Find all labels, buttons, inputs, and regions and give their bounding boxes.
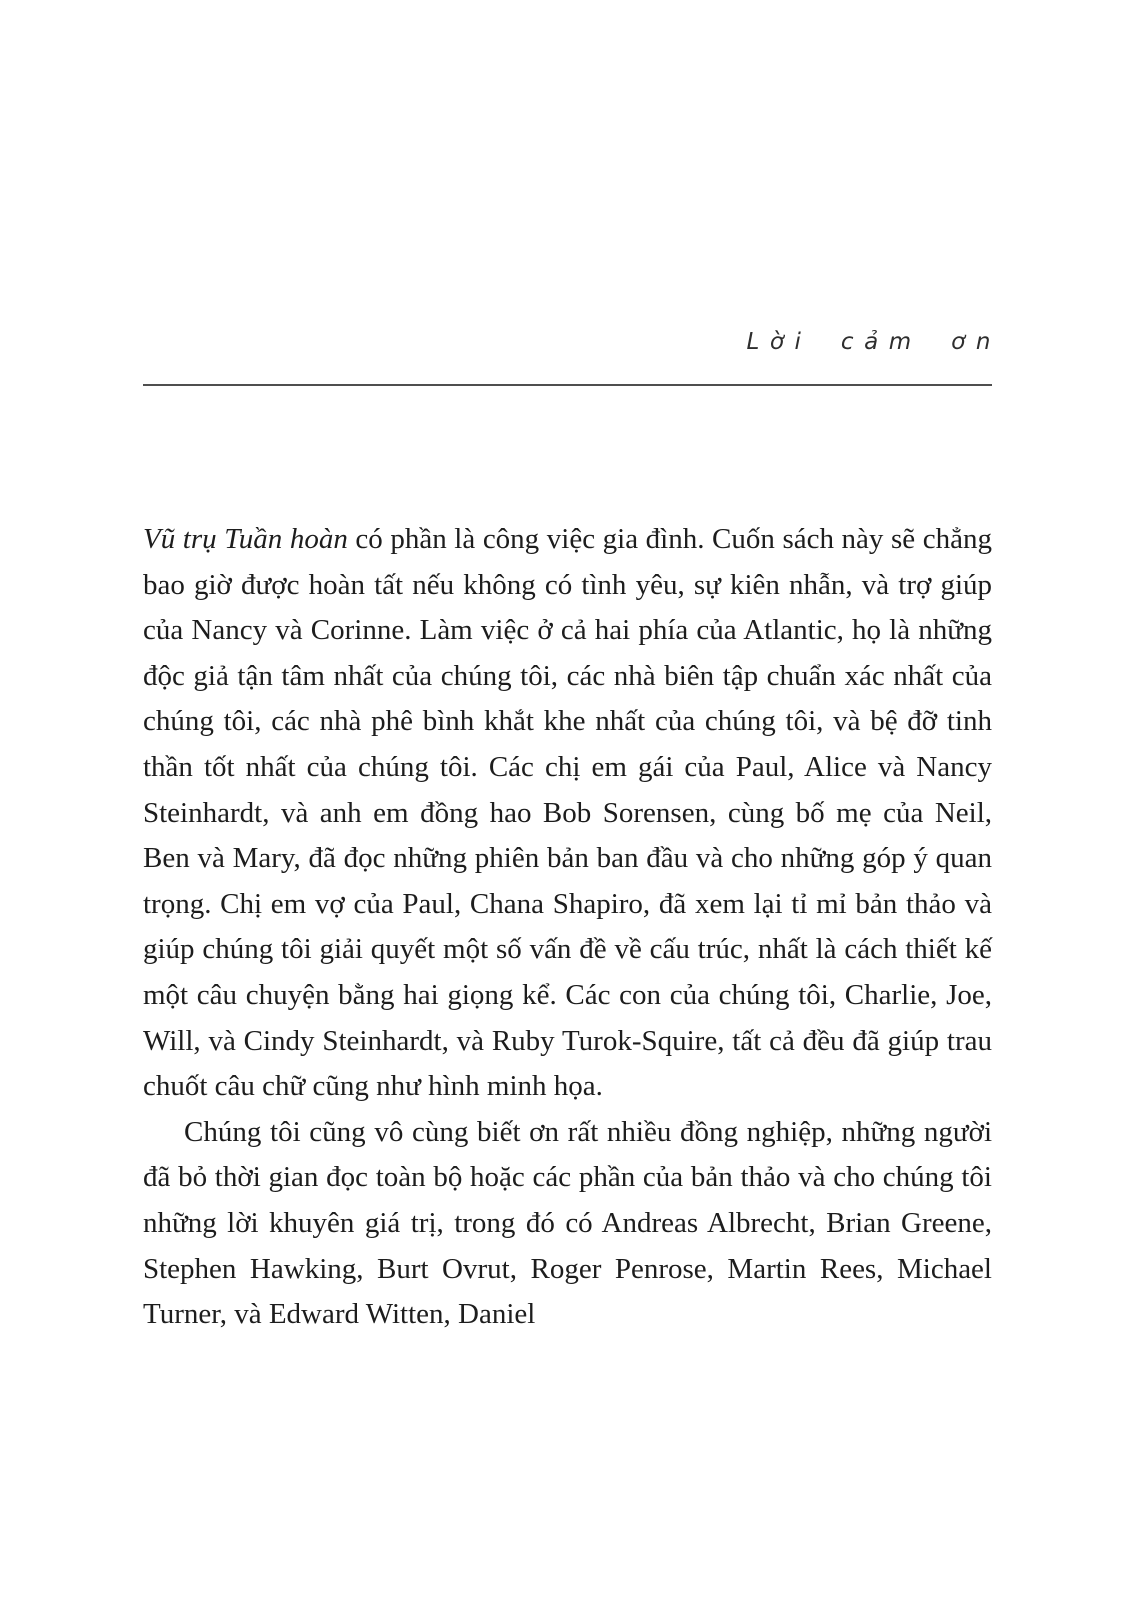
- book-title-italic: Vũ trụ Tuần hoàn: [143, 523, 348, 555]
- paragraph-1: [143, 517, 992, 1110]
- chapter-running-head: Lời cảm ơn: [746, 329, 1001, 355]
- header-rule: [143, 384, 992, 386]
- paragraph-2: [143, 1110, 992, 1338]
- paragraph-2-text: Chúng tôi cũng vô cùng biết ơn rất nhiều đồng nghiệp, những người đã bỏ thời gian đọc toàn bộ hoặc các phần của bản thảo và cho chúng tôi những lời khuyên giá trị, trong đó có Andreas Albrecht, Brian Greene, Stephen Hawking, Burt Ovrut, Roger Penrose, Martin Rees, Michael Turner, và Edward Witten, Daniel: [143, 1115, 992, 1331]
- paragraph-1-text: có phần là công việc gia đình. Cuốn sách này sẽ chẳng bao giờ được hoàn tất nếu không có tình yêu, sự kiên nhẫn, và trợ giúp của Nancy và Corinne. Làm việc ở cả hai phía của Atlantic, họ là những độc giả tận tâm nhất của chúng tôi, các nhà biên tập chuẩn xác nhất của chúng tôi, các nhà phê bình khắt khe nhất của chúng tôi, và bệ đỡ tinh thần tốt nhất của chúng tôi. Các chị em gái của Paul, Alice và Nancy Steinhardt, và anh em đồng hao Bob Sorensen, cùng bố mẹ của Neil, Ben và Mary, đã đọc những phiên bản ban đầu và cho những góp ý quan trọng. Chị em vợ của Paul, Chana Shapiro, đã xem lại tỉ mỉ bản thảo và giúp chúng tôi giải quyết một số vấn đề về cấu trúc, nhất là cách thiết kế một câu chuyện bằng hai giọng kể. Các con của chúng tôi, Charlie, Joe, Will, và Cindy Steinhardt, và Ruby Turok-Squire, tất cả đều đã giúp trau chuốt câu chữ cũng như hình minh họa.: [143, 523, 992, 1103]
- acknowledgments-text: [143, 517, 992, 1338]
